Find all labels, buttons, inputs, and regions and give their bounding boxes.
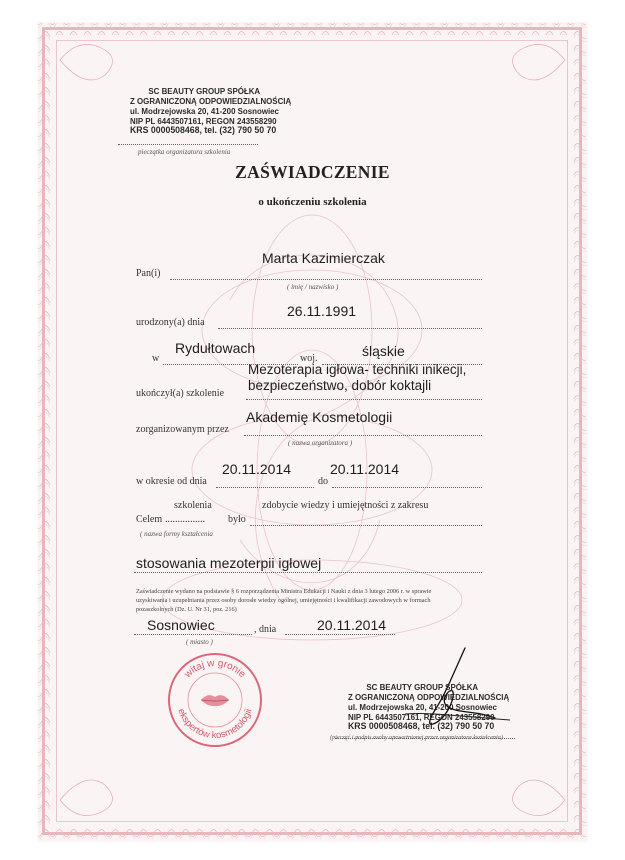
name-value: Marta Kazimierczak [262, 250, 385, 266]
round-stamp-bottom-text: ekspertów kosmetologii [175, 707, 255, 742]
round-stamp-top-text: witaj w gronie [182, 657, 248, 681]
voivodeship-value: śląskie [362, 343, 405, 359]
signature-caption: (pieczęć i podpis osoby upoważnionej przez organizatora kształcenia) [330, 734, 503, 741]
organizer-hint: ( nazwa organizatora ) [288, 439, 353, 447]
legal-note-line1: Zaświadczenie wydano na podstawie § 6 rozporządzenia Ministra Edukacji i Nauki z dnia 3 lutego 2006 r. w sprawie [136, 588, 432, 595]
name-hint: ( imię / nazwisko ) [287, 283, 339, 291]
legal-note [136, 587, 431, 614]
legal-note-line3: pozaszkolnych (Dz. U. Nr 31, poz. 216) [136, 606, 237, 613]
period-from-value: 20.11.2014 [222, 461, 292, 477]
place-value: Rydułtowach [175, 340, 256, 356]
signature-stamp-line2: Z OGRANICZONĄ ODPOWIEDZIALNOŚCIĄ [348, 692, 510, 702]
course-label: ukończył(a) szkolenie [136, 388, 225, 399]
page-subtitle: o ukończeniu szkolenia [258, 196, 367, 208]
legal-note-line2: uzyskiwania i uzupełniania przez osoby dorosłe wiedzy ogólnej, umiejętności i kwalifikacji zawodowych w formach [136, 597, 431, 604]
signature-stamp-line3: ul. Modrzejowska 20, 41-200 Sosnowiec [348, 702, 497, 712]
issuer-stamp-line2: Z OGRANICZONĄ ODPOWIEDZIALNOŚCIĄ [130, 96, 292, 106]
round-stamp [165, 650, 265, 750]
voivodeship-label: woj. [300, 353, 318, 364]
period-to-label: do [318, 476, 328, 487]
dob-value: 26.11.1991 [287, 303, 357, 319]
handwritten-signature [375, 640, 515, 740]
issuer-stamp [130, 86, 291, 136]
course-value-line2: bezpieczeństwo, dobór koktajli [248, 378, 432, 393]
page-title: ZAŚWIADCZENIE [235, 162, 390, 182]
course-value-line1: Mezoterapia igłowa- techniki inikecji, [248, 362, 467, 377]
lips-logo-icon [201, 695, 229, 706]
date-value: 20.11.2014 [317, 617, 387, 633]
form-top-label: szkolenia [174, 500, 212, 511]
issuer-stamp-line1: SC BEAUTY GROUP SPÓŁKA [148, 86, 261, 96]
date-label: , dnia [254, 624, 277, 635]
city-hint: ( miasto ) [186, 638, 213, 646]
period-label: w okresie od dnia [136, 476, 207, 487]
signature-stamp-line4: NIP PL 6443507161, REGON 243558290 [348, 712, 495, 722]
organizer-value: Akademię Kosmetologii [246, 409, 393, 425]
goal-text: zdobycie wiedzy i umiejętności z zakresu [262, 500, 429, 511]
form-hint: ( nazwa formy kształcenia [140, 530, 213, 538]
issuer-stamp-line4: NIP PL 6443507161, REGON 243558290 [130, 116, 277, 126]
period-to-value: 20.11.2014 [330, 461, 400, 477]
signature-stamp-line5: KRS 0000508468, tel. (32) 790 50 70 [348, 721, 495, 732]
place-label: w [152, 353, 160, 364]
goal-label: Celem [136, 514, 163, 525]
dob-label: urodzony(a) dnia [136, 317, 205, 328]
issuer-stamp-line3: ul. Modrzejowska 20, 41-200 Sosnowiec [130, 106, 279, 116]
issuer-stamp-caption: pieczątka organizatora szkolenia [138, 148, 231, 156]
issuer-stamp-line5: KRS 0000508468, tel. (32) 790 50 70 [130, 125, 277, 136]
signature-stamp-line1: SC BEAUTY GROUP SPÓŁKA [366, 682, 479, 692]
name-label: Pan(i) [136, 268, 161, 279]
city-value: Sosnowiec [147, 617, 215, 633]
organizer-label: zorganizowanym przez [136, 424, 229, 435]
goal-dots: ................ [165, 514, 205, 525]
goal-was: było [228, 514, 246, 525]
goal-value: stosowania mezoterpii igłowej [136, 555, 322, 571]
